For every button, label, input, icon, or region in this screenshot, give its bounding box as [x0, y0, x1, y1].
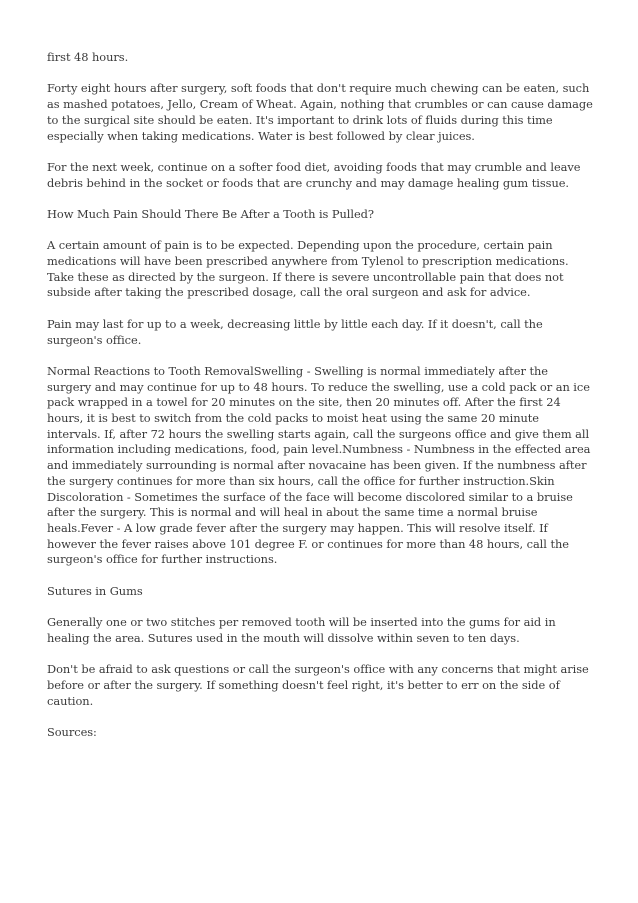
- paragraph-normal-reactions: Normal Reactions to Tooth RemovalSwelling - Swelling is normal immediately after the surgery and may continue for up to 48 hours. To reduce the swelling, use a cold pack or an ice pack wrapped in a towel for 20 minutes on the site, then 20 minutes off. After the first 24 hours, it is best to switch from the cold packs to moist heat using the same 20 minute intervals. If, after 72 hours the swelling starts again, call the surgeons office and give them all information including medications, food, pain level.Numbness - Numbness in the effected area and immediately surrounding is normal after novacaine has been given. If the numbness after the surgery continues for more than six hours, call the office for further instruction.Skin Discoloration - Sometimes the surface of the face will become discolored similar to a bruise after the surgery. This is normal and will heal in about the same time a normal bruise heals.Fever - A low grade fever after the surgery may happen. This will resolve itself. If however the fever raises above 101 degree F. or continues for more than 48 hours, call the surgeon's office for further instructions.: [47, 363, 591, 567]
- paragraph-ask-questions: Don't be afraid to ask questions or call the surgeon's office with any concerns that might arise before or after the surgery. If something doesn't feel right, it's better to err on the side of caution.: [47, 662, 589, 708]
- sources-label: Sources:: [47, 725, 97, 740]
- paragraph-next-week: For the next week, continue on a softer food diet, avoiding foods that may crumble and leave debris behind in the socket or foods that are crunchy and may damage healing gum tissue.: [47, 159, 581, 190]
- paragraph-pain-expected: A certain amount of pain is to be expected. Depending upon the procedure, certain pain medications will have been prescribed anywhere from Tylenol to prescription medications. Take these as directed by the surgeon. If there is severe uncontrollable pain that does not subside after taking the prescribed dosage, call the oral surgeon and ask for advice.: [47, 238, 569, 300]
- heading-sutures: Sutures in Gums: [47, 583, 143, 598]
- document-page: [47, 50, 595, 756]
- paragraph-continuation: first 48 hours.: [47, 50, 129, 64]
- paragraph-soft-foods: Forty eight hours after surgery, soft foods that don't require much chewing can be eaten, such as mashed potatoes, Jello, Cream of Wheat. Again, nothing that crumbles or can cause damage to the surgical site should be eaten. It's important to drink lots of fluids during this time especially when taking medications. Water is best followed by clear juices.: [47, 81, 593, 143]
- heading-pain: How Much Pain Should There Be After a Tooth is Pulled?: [47, 206, 374, 221]
- paragraph-pain-duration: Pain may last for up to a week, decreasing little by little each day. If it doesn't, call the surgeon's office.: [47, 316, 543, 347]
- paragraph-sutures: Generally one or two stitches per removed tooth will be inserted into the gums for aid in healing the area. Sutures used in the mouth will dissolve within seven to ten days.: [47, 615, 556, 645]
